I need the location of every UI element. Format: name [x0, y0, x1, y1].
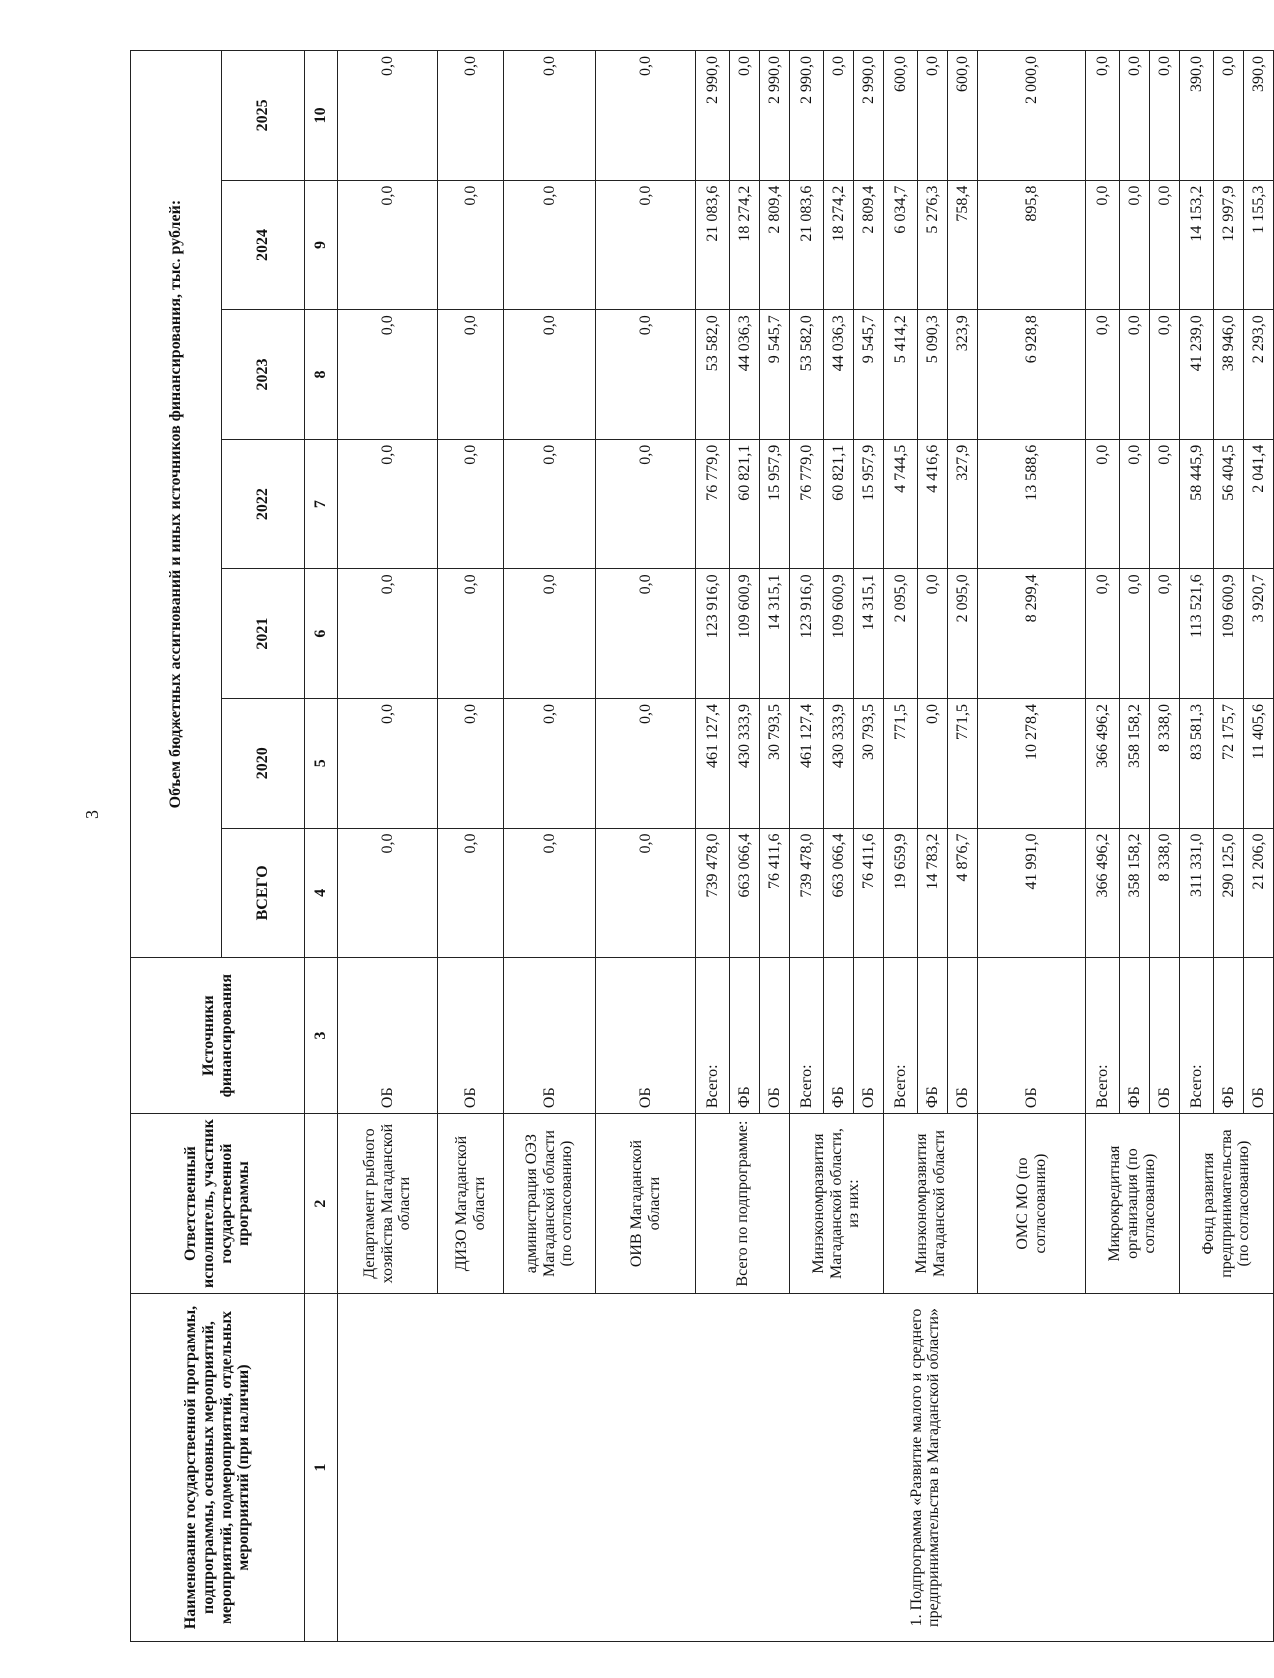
header-year: 2025	[222, 51, 305, 181]
executor-name: Фонд развития предпринимательства (по согласованию)	[1180, 1114, 1274, 1294]
amount-cell: 0,0	[1150, 51, 1180, 181]
funding-source: Всего:	[884, 958, 918, 1114]
amount-cell: 0,0	[438, 828, 504, 958]
amount-cell: 600,0	[884, 51, 918, 181]
executor-name: Всего по подпрограмме:	[696, 1114, 790, 1294]
funding-source: ФБ	[824, 958, 854, 1114]
amount-cell: 461 127,4	[790, 698, 824, 828]
executor-name: ОИВ Магаданской области	[596, 1114, 696, 1294]
amount-cell: 0,0	[338, 180, 438, 310]
column-number: 5	[305, 698, 338, 828]
amount-cell: 0,0	[1086, 439, 1120, 569]
amount-cell: 123 916,0	[696, 569, 730, 699]
column-number: 3	[305, 958, 338, 1114]
amount-cell: 2 990,0	[696, 51, 730, 181]
funding-source: ОБ	[438, 958, 504, 1114]
amount-cell: 58 445,9	[1180, 439, 1214, 569]
amount-cell: 0,0	[438, 439, 504, 569]
funding-source: ФБ	[1120, 958, 1150, 1114]
amount-cell: 290 125,0	[1214, 828, 1244, 958]
amount-cell: 0,0	[1150, 439, 1180, 569]
amount-cell: 771,5	[884, 698, 918, 828]
amount-cell: 2 000,0	[978, 51, 1086, 181]
column-number: 4	[305, 828, 338, 958]
funding-source: ОБ	[978, 958, 1086, 1114]
amount-cell: 2 095,0	[884, 569, 918, 699]
financing-table	[130, 50, 1274, 1642]
amount-cell: 2 095,0	[948, 569, 978, 699]
amount-cell: 0,0	[596, 698, 696, 828]
amount-cell: 358 158,2	[1120, 828, 1150, 958]
amount-cell: 14 783,2	[918, 828, 948, 958]
amount-cell: 0,0	[504, 828, 596, 958]
amount-cell: 0,0	[338, 310, 438, 440]
executor-name: ДИЗО Магаданской области	[438, 1114, 504, 1294]
amount-cell: 4 744,5	[884, 439, 918, 569]
amount-cell: 0,0	[1214, 51, 1244, 181]
amount-cell: 0,0	[918, 698, 948, 828]
amount-cell: 0,0	[338, 439, 438, 569]
funding-source: ОБ	[596, 958, 696, 1114]
header-col1: Наименование государственной программы, подпрограммы, основных мероприятий, мероприятий, подмероприятий, отдельных мероприятий (при наличии)	[131, 1294, 305, 1642]
amount-cell: 8 338,0	[1150, 828, 1180, 958]
funding-source: ОБ	[854, 958, 884, 1114]
page-number: 3	[82, 810, 102, 819]
amount-cell: 0,0	[438, 569, 504, 699]
amount-cell: 327,9	[948, 439, 978, 569]
column-number: 10	[305, 51, 338, 181]
amount-cell: 76 779,0	[790, 439, 824, 569]
funding-source: ОБ	[338, 958, 438, 1114]
amount-cell: 0,0	[438, 180, 504, 310]
amount-cell: 83 581,3	[1180, 698, 1214, 828]
amount-cell: 0,0	[730, 51, 760, 181]
amount-cell: 739 478,0	[790, 828, 824, 958]
amount-cell: 4 876,7	[948, 828, 978, 958]
amount-cell: 76 411,6	[854, 828, 884, 958]
amount-cell: 14 153,2	[1180, 180, 1214, 310]
amount-cell: 758,4	[948, 180, 978, 310]
amount-cell: 41 239,0	[1180, 310, 1214, 440]
amount-cell: 2 809,4	[760, 180, 790, 310]
amount-cell: 3 920,7	[1244, 569, 1274, 699]
amount-cell: 30 793,5	[854, 698, 884, 828]
executor-name: ОМС МО (по согласованию)	[978, 1114, 1086, 1294]
funding-source: ОБ	[760, 958, 790, 1114]
executor-name: Минэкономразвития Магаданской области	[884, 1114, 978, 1294]
amount-cell: 15 957,9	[760, 439, 790, 569]
amount-cell: 21 206,0	[1244, 828, 1274, 958]
column-number: 9	[305, 180, 338, 310]
amount-cell: 10 278,4	[978, 698, 1086, 828]
amount-cell: 0,0	[596, 569, 696, 699]
column-number: 8	[305, 310, 338, 440]
funding-source: Всего:	[1086, 958, 1120, 1114]
amount-cell: 0,0	[338, 569, 438, 699]
amount-cell: 0,0	[338, 698, 438, 828]
amount-cell: 0,0	[504, 569, 596, 699]
amount-cell: 18 274,2	[730, 180, 760, 310]
amount-cell: 8 299,4	[978, 569, 1086, 699]
funding-source: ФБ	[1214, 958, 1244, 1114]
amount-cell: 21 083,6	[696, 180, 730, 310]
amount-cell: 2 990,0	[790, 51, 824, 181]
amount-cell: 430 333,9	[824, 698, 854, 828]
amount-cell: 0,0	[504, 180, 596, 310]
amount-cell: 2 293,0	[1244, 310, 1274, 440]
amount-cell: 739 478,0	[696, 828, 730, 958]
amount-cell: 19 659,9	[884, 828, 918, 958]
rotated-table-container	[130, 50, 1267, 1642]
amount-cell: 0,0	[338, 828, 438, 958]
amount-cell: 2 041,4	[1244, 439, 1274, 569]
funding-source: ОБ	[1150, 958, 1180, 1114]
amount-cell: 14 315,1	[760, 569, 790, 699]
amount-cell: 0,0	[596, 51, 696, 181]
amount-cell: 663 066,4	[730, 828, 760, 958]
amount-cell: 0,0	[824, 51, 854, 181]
amount-cell: 44 036,3	[824, 310, 854, 440]
amount-cell: 895,8	[978, 180, 1086, 310]
amount-cell: 0,0	[438, 310, 504, 440]
amount-cell: 390,0	[1180, 51, 1214, 181]
funding-source: ФБ	[730, 958, 760, 1114]
amount-cell: 311 331,0	[1180, 828, 1214, 958]
amount-cell: 18 274,2	[824, 180, 854, 310]
funding-source: ОБ	[504, 958, 596, 1114]
amount-cell: 5 276,3	[918, 180, 948, 310]
amount-cell: 0,0	[918, 51, 948, 181]
amount-cell: 109 600,9	[730, 569, 760, 699]
amount-cell: 430 333,9	[730, 698, 760, 828]
amount-cell: 358 158,2	[1120, 698, 1150, 828]
column-number: 2	[305, 1114, 338, 1294]
amount-cell: 0,0	[504, 310, 596, 440]
amount-cell: 53 582,0	[696, 310, 730, 440]
subprogram-name: 1. Подпрограмма «Развитие малого и среднего предпринимательства в Магаданской области»	[338, 1294, 1274, 1642]
amount-cell: 76 779,0	[696, 439, 730, 569]
column-number: 1	[305, 1294, 338, 1642]
amount-cell: 0,0	[596, 180, 696, 310]
amount-cell: 366 496,2	[1086, 828, 1120, 958]
amount-cell: 53 582,0	[790, 310, 824, 440]
amount-cell: 0,0	[596, 828, 696, 958]
header-year: 2021	[222, 569, 305, 699]
amount-cell: 0,0	[1086, 310, 1120, 440]
amount-cell: 21 083,6	[790, 180, 824, 310]
table-body	[131, 51, 1274, 1642]
amount-cell: 461 127,4	[696, 698, 730, 828]
amount-cell: 9 545,7	[760, 310, 790, 440]
amount-cell: 109 600,9	[824, 569, 854, 699]
amount-cell: 8 338,0	[1150, 698, 1180, 828]
funding-source: ОБ	[1244, 958, 1274, 1114]
amount-cell: 6 928,8	[978, 310, 1086, 440]
amount-cell: 1 155,3	[1244, 180, 1274, 310]
amount-cell: 0,0	[338, 51, 438, 181]
amount-cell: 0,0	[504, 439, 596, 569]
amount-cell: 600,0	[948, 51, 978, 181]
amount-cell: 0,0	[1150, 569, 1180, 699]
amount-cell: 56 404,5	[1214, 439, 1244, 569]
amount-cell: 771,5	[948, 698, 978, 828]
funding-source: Всего:	[790, 958, 824, 1114]
amount-cell: 109 600,9	[1214, 569, 1244, 699]
amount-cell: 0,0	[1086, 569, 1120, 699]
amount-cell: 11 405,6	[1244, 698, 1274, 828]
amount-cell: 44 036,3	[730, 310, 760, 440]
amount-cell: 123 916,0	[790, 569, 824, 699]
funding-source: ФБ	[918, 958, 948, 1114]
amount-cell: 0,0	[596, 310, 696, 440]
executor-name: администрация ОЭЗ Магаданской области (по согласованию)	[504, 1114, 596, 1294]
column-number: 6	[305, 569, 338, 699]
column-number: 7	[305, 439, 338, 569]
amount-cell: 390,0	[1244, 51, 1274, 181]
header-col2: Ответственный исполнитель, участник государственной программы	[131, 1114, 305, 1294]
amount-cell: 13 588,6	[978, 439, 1086, 569]
amount-cell: 0,0	[1120, 310, 1150, 440]
amount-cell: 0,0	[1120, 439, 1150, 569]
amount-cell: 663 066,4	[824, 828, 854, 958]
amount-cell: 0,0	[1120, 51, 1150, 181]
amount-cell: 4 416,6	[918, 439, 948, 569]
header-year: 2023	[222, 310, 305, 440]
amount-cell: 0,0	[596, 439, 696, 569]
amount-cell: 0,0	[1086, 51, 1120, 181]
amount-cell: 0,0	[1086, 180, 1120, 310]
amount-cell: 2 990,0	[854, 51, 884, 181]
amount-cell: 0,0	[504, 698, 596, 828]
amount-cell: 0,0	[1120, 180, 1150, 310]
amount-cell: 41 991,0	[978, 828, 1086, 958]
amount-cell: 0,0	[1120, 569, 1150, 699]
amount-cell: 0,0	[504, 51, 596, 181]
funding-source: Всего:	[1180, 958, 1214, 1114]
amount-cell: 14 315,1	[854, 569, 884, 699]
table-row	[338, 51, 438, 1642]
amount-cell: 60 821,1	[730, 439, 760, 569]
amount-cell: 9 545,7	[854, 310, 884, 440]
funding-source: Всего:	[696, 958, 730, 1114]
executor-name: Департамент рыбного хозяйства Магаданской области	[338, 1114, 438, 1294]
amount-cell: 30 793,5	[760, 698, 790, 828]
header-year: 2022	[222, 439, 305, 569]
amount-cell: 38 946,0	[1214, 310, 1244, 440]
amount-cell: 15 957,9	[854, 439, 884, 569]
amount-cell: 2 809,4	[854, 180, 884, 310]
executor-name: Микрокредитная организация (по согласованию)	[1086, 1114, 1180, 1294]
funding-source: ОБ	[948, 958, 978, 1114]
amount-cell: 12 997,9	[1214, 180, 1244, 310]
amount-cell: 0,0	[438, 698, 504, 828]
amount-cell: 76 411,6	[760, 828, 790, 958]
amount-cell: 0,0	[1150, 310, 1180, 440]
amount-cell: 72 175,7	[1214, 698, 1244, 828]
amount-cell: 2 990,0	[760, 51, 790, 181]
header-year: 2020	[222, 698, 305, 828]
executor-name: Минэкономразвития Магаданской области, из них:	[790, 1114, 884, 1294]
amount-cell: 113 521,6	[1180, 569, 1214, 699]
amount-cell: 5 090,3	[918, 310, 948, 440]
amount-cell: 366 496,2	[1086, 698, 1120, 828]
header-year: ВСЕГО	[222, 828, 305, 958]
amount-cell: 0,0	[438, 51, 504, 181]
header-year: 2024	[222, 180, 305, 310]
header-col3: Источники финансирования	[131, 958, 305, 1114]
amount-cell: 0,0	[1150, 180, 1180, 310]
amount-cell: 5 414,2	[884, 310, 918, 440]
amount-cell: 323,9	[948, 310, 978, 440]
amount-cell: 0,0	[918, 569, 948, 699]
amount-cell: 60 821,1	[824, 439, 854, 569]
header-volume: Объем бюджетных ассигнований и иных источников финансирования, тыс. рублей:	[131, 51, 222, 958]
amount-cell: 6 034,7	[884, 180, 918, 310]
